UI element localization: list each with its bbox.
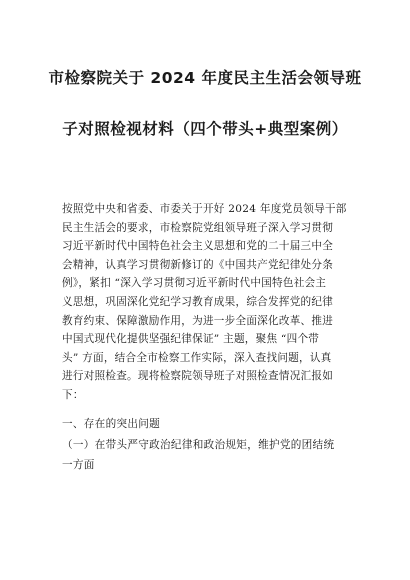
intro-line: 头” 方面，结合全市检察工作实际，深入查找问题，认真 [62, 351, 332, 364]
intro-line: 民主生活会的要求，市检察院党组领导班子深入学习贯彻 [62, 221, 334, 234]
intro-line: 下： [62, 388, 84, 401]
section-heading: 一、存在的突出问题 [62, 418, 161, 430]
subsection-heading-line-1: （一）在带头严守政治纪律和政治规矩，维护党的团结统 [62, 439, 335, 451]
document-title-line-1: 市检察院关于 2024 年度民主生活会领导班 [48, 69, 362, 87]
intro-line: 教育约束、保障激励作用，为进一步全面深化改革、推进 [62, 314, 334, 327]
intro-line: 例》，紧扣 “深入学习贯彻习近平新时代中国特色社会主 [62, 277, 327, 290]
intro-paragraph [62, 200, 360, 405]
intro-line: 会精神，认真学习贯彻新修订的《中国共产党纪律处分条 [62, 258, 334, 271]
intro-line: 义思想，巩固深化党纪学习教育成果，综合发挥党的纪律 [62, 295, 334, 308]
intro-line: 进行对照检查。现将检察院领导班子对照检查情况汇报如 [62, 370, 334, 383]
intro-line: 中国式现代化提供坚强纪律保证” 主题，聚焦 “四个带 [62, 333, 320, 346]
intro-line: 习近平新时代中国特色社会主义思想和党的二十届三中全 [62, 240, 334, 253]
subsection-heading-line-2: 一方面 [62, 459, 95, 471]
intro-line: 按照党中央和省委、市委关于开好 2024 年度党员领导干部 [62, 203, 347, 215]
document-title-line-2: 子对照检视材料（四个带头+典型案例） [62, 120, 348, 138]
